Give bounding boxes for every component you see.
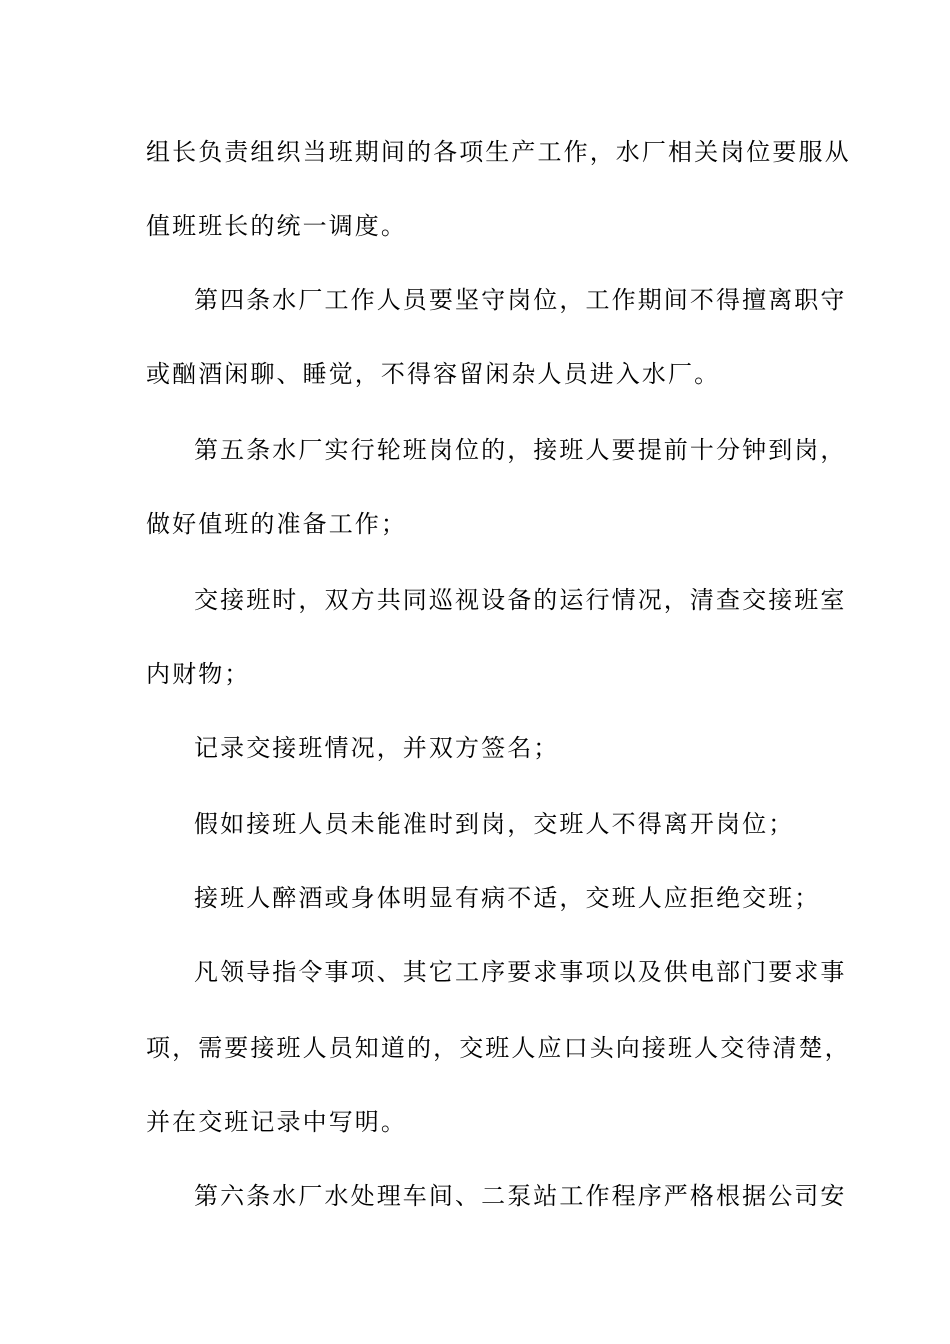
text-line-3: 第四条水厂工作人员要坚守岗位，工作期间不得擅离职守 bbox=[194, 286, 847, 314]
text-line-7: 交接班时，双方共同巡视设备的运行情况，清查交接班室 bbox=[194, 586, 847, 614]
text-line-5: 第五条水厂实行轮班岗位的，接班人要提前十分钟到岗， bbox=[194, 436, 847, 464]
text-line-6: 做好值班的准备工作； bbox=[146, 510, 407, 538]
text-line-8: 内财物； bbox=[146, 660, 251, 688]
text-line-15: 第六条水厂水处理车间、二泵站工作程序严格根据公司安 bbox=[194, 1182, 847, 1210]
text-line-1: 组长负责组织当班期间的各项生产工作，水厂相关岗位要服从 bbox=[146, 138, 851, 166]
text-line-4: 或酗酒闲聊、睡觉，不得容留闲杂人员进入水厂。 bbox=[146, 360, 721, 388]
text-line-2: 值班班长的统一调度。 bbox=[146, 212, 407, 240]
text-line-12: 凡领导指令事项、其它工序要求事项以及供电部门要求事 bbox=[194, 958, 847, 986]
text-line-9: 记录交接班情况，并双方签名； bbox=[194, 734, 560, 762]
text-line-13: 项，需要接班人员知道的，交班人应口头向接班人交待清楚， bbox=[146, 1034, 851, 1062]
text-line-11: 接班人醉酒或身体明显有病不适，交班人应拒绝交班； bbox=[194, 884, 821, 912]
text-line-10: 假如接班人员未能准时到岗，交班人不得离开岗位； bbox=[194, 810, 795, 838]
text-line-14: 并在交班记录中写明。 bbox=[146, 1108, 407, 1136]
